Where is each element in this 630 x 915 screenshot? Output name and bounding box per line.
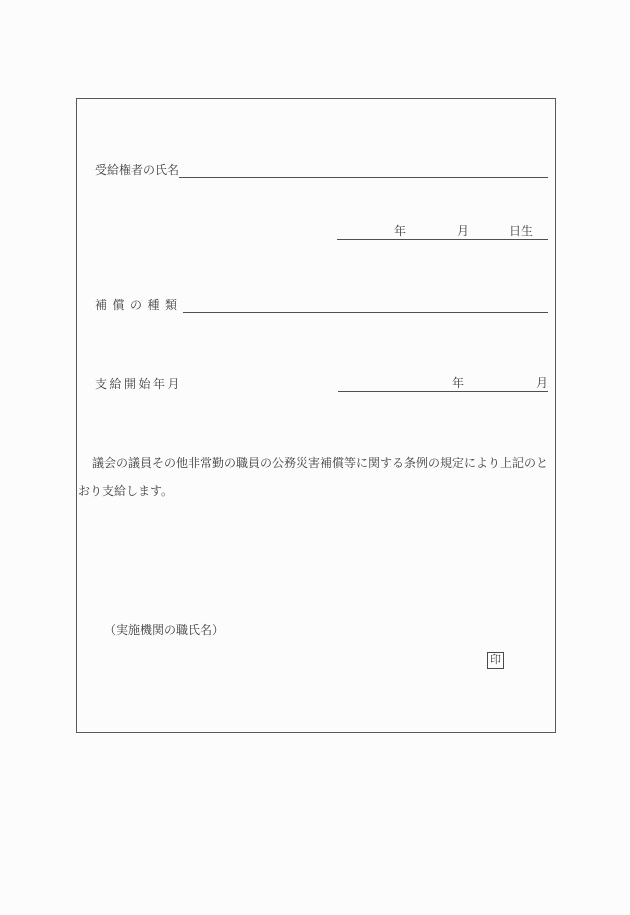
payment-start-label: 支給開始年月	[95, 377, 183, 391]
agency-signature-label: （実施機関の職氏名）	[104, 623, 225, 637]
seal-box	[487, 652, 504, 669]
payment-year-label: 年	[452, 376, 465, 390]
payment-start-row	[95, 376, 548, 392]
birth-year-label: 年	[394, 224, 407, 238]
compensation-type-blank-line	[183, 297, 548, 313]
birth-date-blank-line	[337, 224, 548, 240]
recipient-name-row	[95, 162, 548, 178]
payment-start-gap	[182, 376, 338, 392]
compensation-type-label: 補償の種類	[95, 298, 183, 312]
recipient-name-label: 受給権者の氏名	[95, 163, 180, 177]
recipient-name-blank-line	[179, 162, 548, 178]
payment-start-blank-line	[338, 376, 548, 392]
compensation-type-row	[95, 297, 548, 313]
seal-mark: 印	[490, 654, 501, 666]
birth-day-label: 日生	[509, 224, 534, 238]
payment-statement: 議会の議員その他非常勤の職員の公務災害補償等に関する条例の規定により上記のとおり支給します。	[78, 456, 549, 498]
payment-month-label: 月	[535, 376, 548, 390]
birth-month-label: 月	[457, 224, 470, 238]
form-border-box	[76, 98, 556, 733]
